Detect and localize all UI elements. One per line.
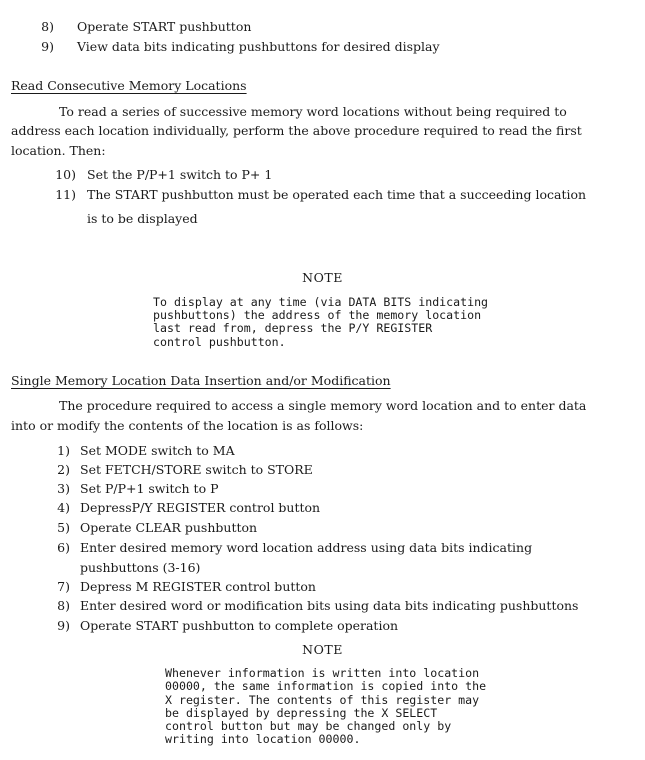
note-line: be displayed by depressing the X SELECT [165, 706, 438, 720]
step-text: The START pushbutton must be operated each time that a succeeding location [87, 187, 587, 202]
note-title: NOTE [302, 642, 343, 657]
note-title: NOTE [302, 270, 343, 285]
paragraph-line: The procedure required to access a single memory word location and to enter data [59, 398, 587, 413]
step-text: Operate START pushbutton [77, 19, 252, 34]
note-line: X register. The contents of this register may [165, 693, 480, 707]
step-number: 9) [41, 39, 54, 54]
step-text: Enter desired word or modification bits using data bits indicating pushbuttons [80, 598, 579, 613]
step-text: Set the P/P+1 switch to P+ 1 [87, 167, 273, 182]
step-text: Set P/P+1 switch to P [80, 481, 219, 496]
step-number: 9) [57, 618, 70, 633]
step-text: Operate CLEAR pushbutton [80, 520, 258, 535]
note-line: control pushbutton. [153, 335, 286, 349]
note-line: last read from, depress the P/Y REGISTER [153, 321, 433, 335]
step-number: 7) [57, 579, 70, 594]
step-number: 8) [57, 598, 70, 613]
step-text: pushbuttons (3-16) [80, 560, 201, 575]
step-text: DepressP/Y REGISTER control button [80, 500, 321, 515]
note-line: Whenever information is written into location [165, 666, 480, 680]
note-line: To display at any time (via DATA BITS indicating [153, 295, 489, 309]
step-number: 3) [57, 481, 70, 496]
step-number: 11) [55, 187, 76, 202]
step-number: 1) [57, 443, 70, 458]
step-number: 2) [57, 462, 70, 477]
step-text: Depress M REGISTER control button [80, 579, 316, 594]
paragraph-line: address each location individually, perform the above procedure required to read the first [11, 123, 582, 138]
paragraph-line: location. Then: [11, 143, 106, 158]
section-heading: Single Memory Location Data Insertion and/or Modification [11, 373, 391, 388]
step-number: 8) [41, 19, 54, 34]
step-number: 5) [57, 520, 70, 535]
step-text: Enter desired memory word location address using data bits indicating [80, 540, 533, 555]
step-number: 10) [55, 167, 76, 182]
step-text: is to be displayed [87, 211, 198, 226]
paragraph-line: To read a series of successive memory word locations without being required to [59, 104, 567, 119]
note-line: control button but may be changed only by [165, 719, 452, 733]
step-text: View data bits indicating pushbuttons for desired display [77, 39, 440, 54]
step-number: 6) [57, 540, 70, 555]
section-heading: Read Consecutive Memory Locations [11, 78, 247, 93]
note-line: pushbuttons) the address of the memory location [153, 308, 482, 322]
step-text: Operate START pushbutton to complete operation [80, 618, 399, 633]
step-text: Set MODE switch to MA [80, 443, 235, 458]
step-text: Set FETCH/STORE switch to STORE [80, 462, 313, 477]
note-line: 00000, the same information is copied into the [165, 679, 487, 693]
step-number: 4) [57, 500, 70, 515]
note-line: writing into location 00000. [165, 732, 361, 746]
paragraph-line: into or modify the contents of the location is as follows: [11, 418, 364, 433]
